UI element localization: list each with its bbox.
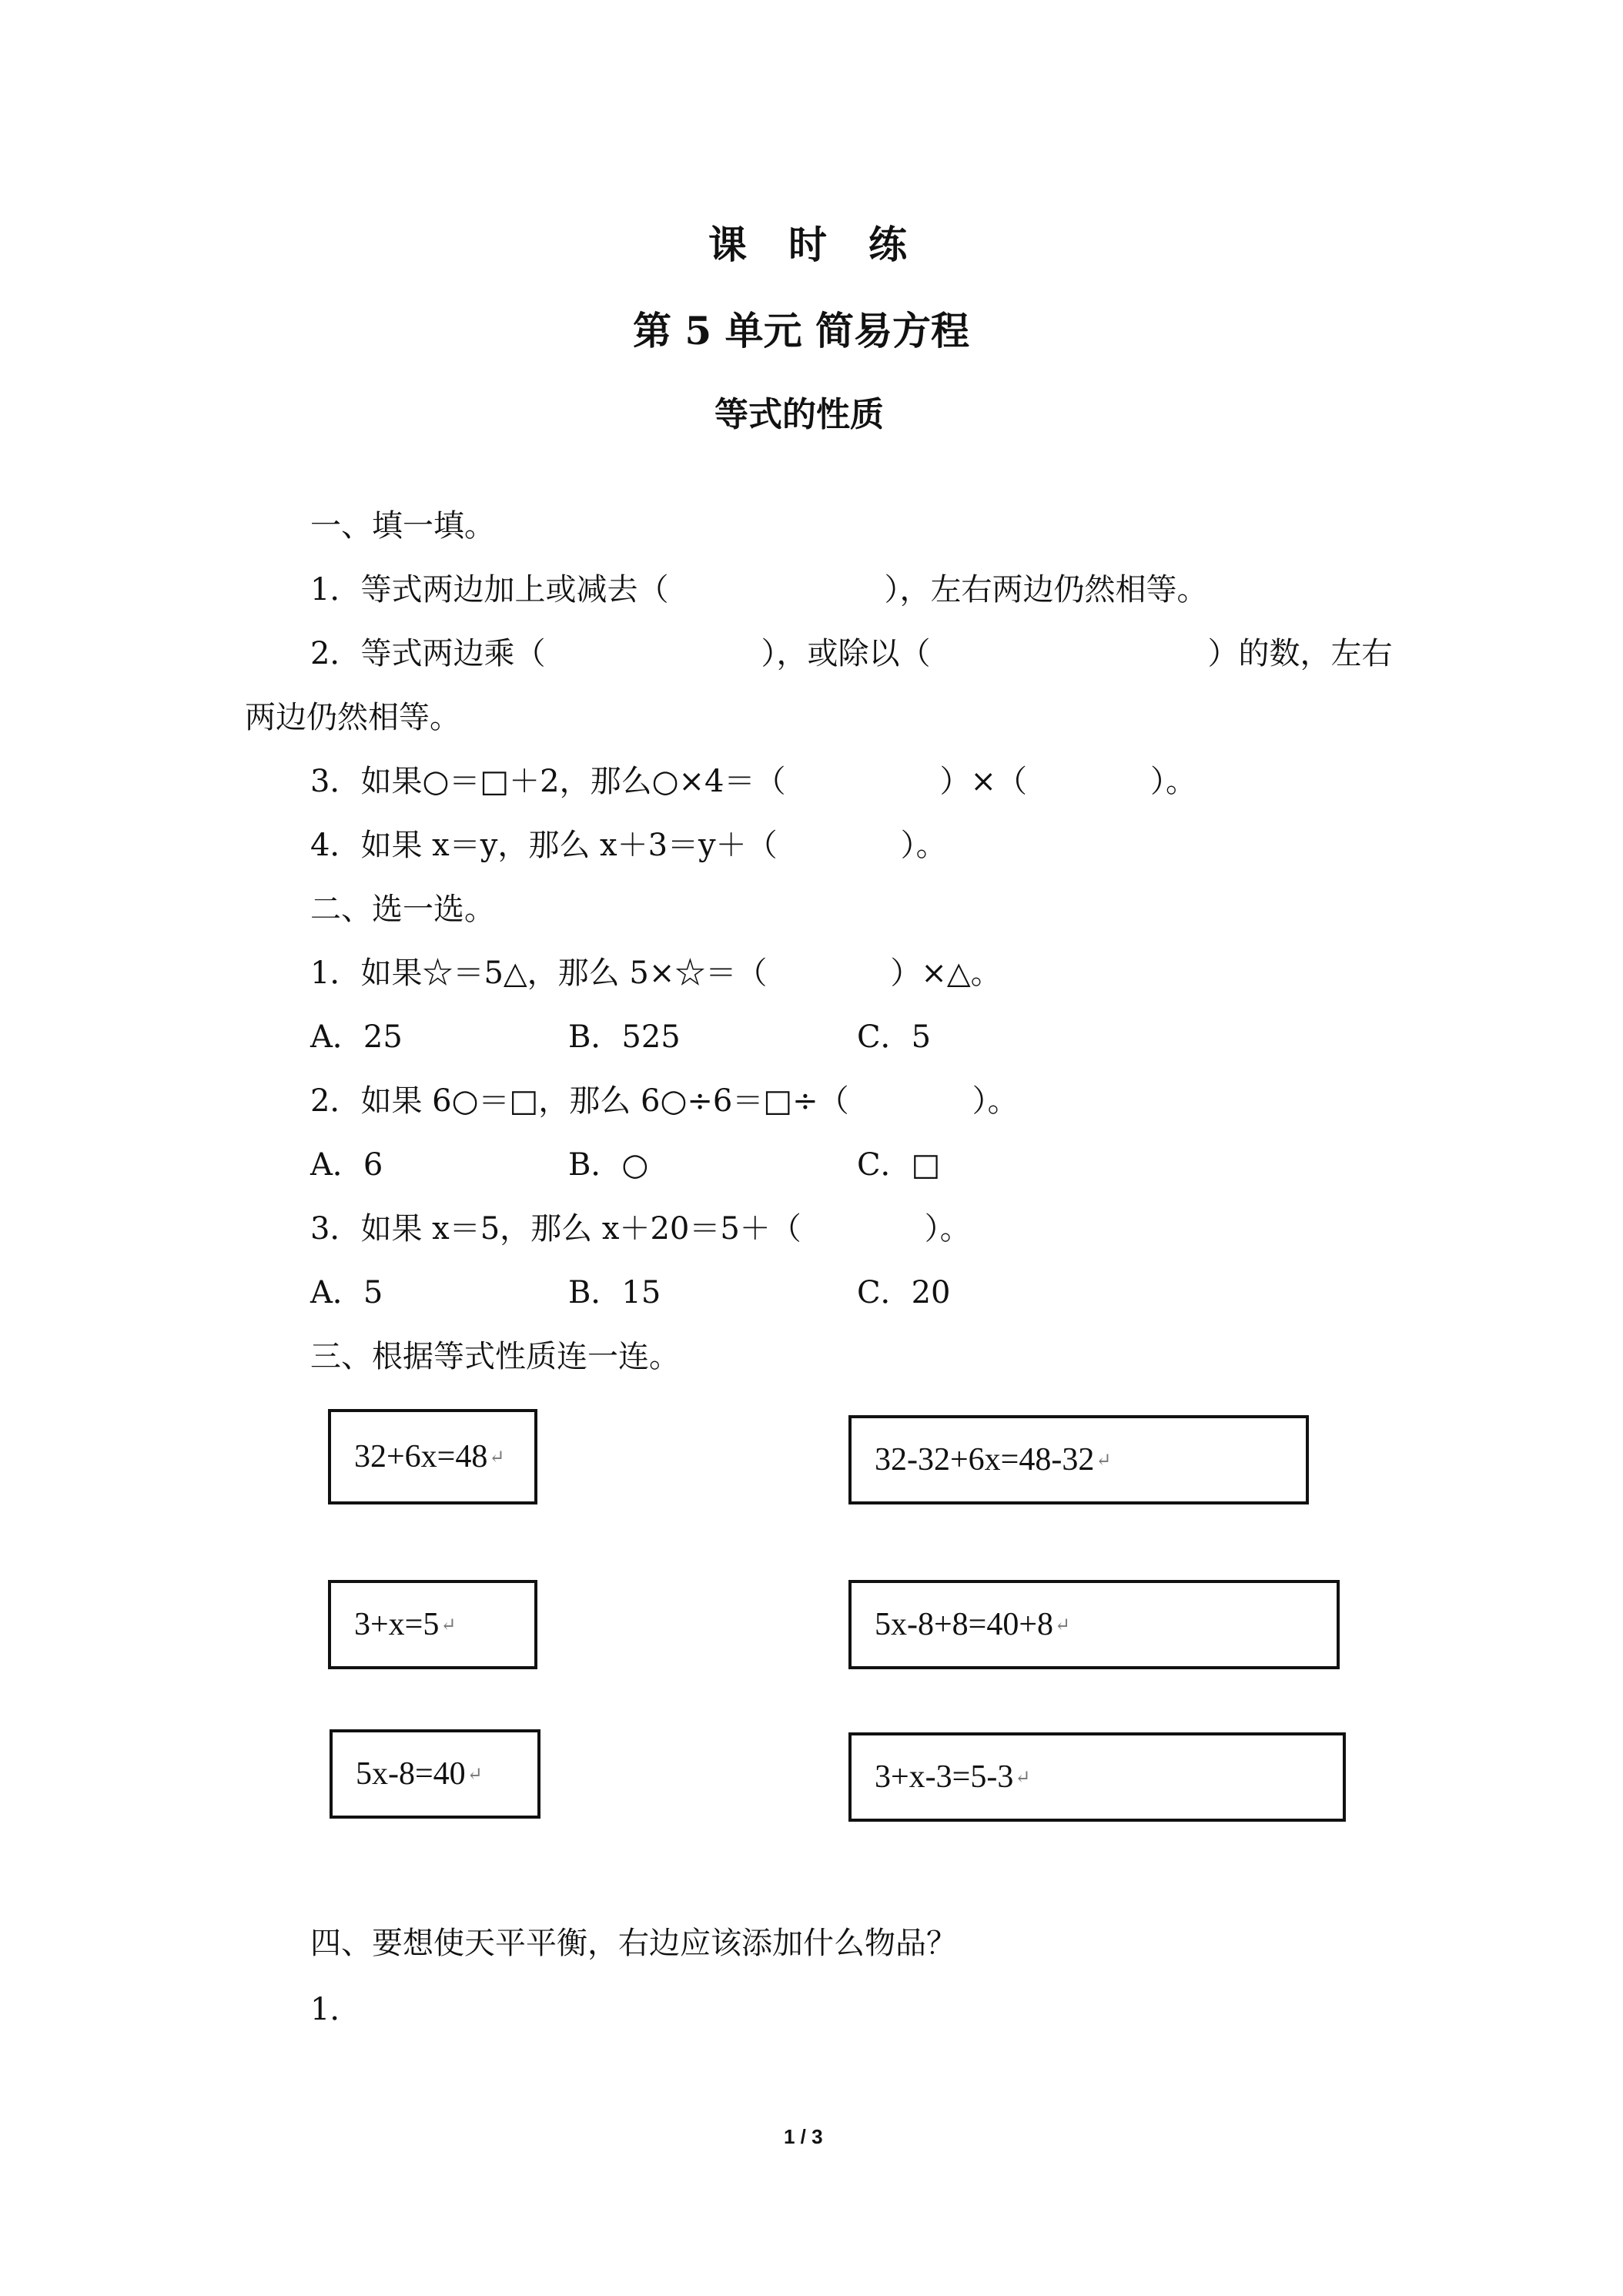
balance-question-1: 1． — [310, 1992, 361, 2027]
left-equation-box[interactable] — [330, 1729, 540, 1819]
section1-heading: 一、填一填。 — [310, 508, 495, 544]
return-mark: ↵ — [1015, 1767, 1031, 1788]
return-mark: ↵ — [1096, 1450, 1112, 1471]
equation-text: 3+x-3=5-3 — [875, 1759, 1014, 1795]
right-equation-box[interactable] — [848, 1580, 1340, 1669]
fill-question-2-line1: 2．等式两边乘（ ），或除以（ ）的数，左右 — [310, 636, 1393, 671]
choice-question-2: 2．如果 6○＝□，那么 6○÷6＝□÷（ ）。 — [310, 1083, 1019, 1119]
choice-2-option-b: B．○ — [568, 1147, 649, 1183]
fill-question-4: 4．如果 x＝y，那么 x＋3＝y＋（ ）。 — [310, 828, 947, 863]
equation-text: 3+x=5 — [354, 1607, 440, 1642]
left-equation-box[interactable] — [328, 1580, 537, 1669]
left-equation-box[interactable] — [328, 1409, 537, 1504]
fill-question-3: 3．如果○＝□＋2，那么○×4＝（ ）×（ ）。 — [310, 764, 1196, 799]
choice-3-option-c: C．20 — [857, 1275, 951, 1310]
choice-1-option-b: B．525 — [568, 1019, 681, 1055]
section3-heading: 三、根据等式性质连一连。 — [310, 1339, 680, 1374]
choice-2-option-a: A．6 — [310, 1147, 383, 1183]
fill-question-1: 1．等式两边加上或减去（ ），左右两边仍然相等。 — [310, 572, 1208, 607]
page-number: 1 / 3 — [784, 2125, 823, 2148]
choice-2-option-c: C．□ — [857, 1147, 941, 1183]
choice-question-3: 3．如果 x＝5，那么 x＋20＝5＋（ ）。 — [310, 1211, 971, 1247]
unit-title: 第 5 单元 简易方程 — [633, 308, 970, 353]
return-mark: ↵ — [489, 1447, 505, 1468]
equation-text: 32+6x=48 — [354, 1439, 488, 1474]
section2-heading: 二、选一选。 — [310, 892, 495, 927]
return-mark: ↵ — [1055, 1615, 1071, 1635]
equation-text: 32-32+6x=48-32 — [875, 1442, 1095, 1478]
return-mark: ↵ — [467, 1764, 483, 1785]
choice-3-option-b: B．15 — [568, 1275, 661, 1310]
section4-heading: 四、要想使天平平衡，右边应该添加什么物品？ — [310, 1926, 957, 1961]
lesson-title: 等式的性质 — [714, 395, 884, 434]
choice-1-option-a: A．25 — [310, 1019, 403, 1055]
right-equation-box[interactable] — [848, 1415, 1309, 1504]
equation-text: 5x-8+8=40+8 — [875, 1607, 1054, 1642]
choice-3-option-a: A．5 — [310, 1275, 383, 1310]
return-mark: ↵ — [440, 1615, 457, 1635]
right-equation-box[interactable] — [848, 1732, 1346, 1822]
fill-question-2-line2: 两边仍然相等。 — [245, 700, 460, 735]
choice-1-option-c: C．5 — [857, 1019, 932, 1055]
equation-text: 5x-8=40 — [356, 1756, 466, 1792]
choice-question-1: 1．如果☆＝5△，那么 5×☆＝（ ）×△。 — [310, 956, 1002, 991]
page-title: 课 时 练 — [708, 222, 909, 267]
